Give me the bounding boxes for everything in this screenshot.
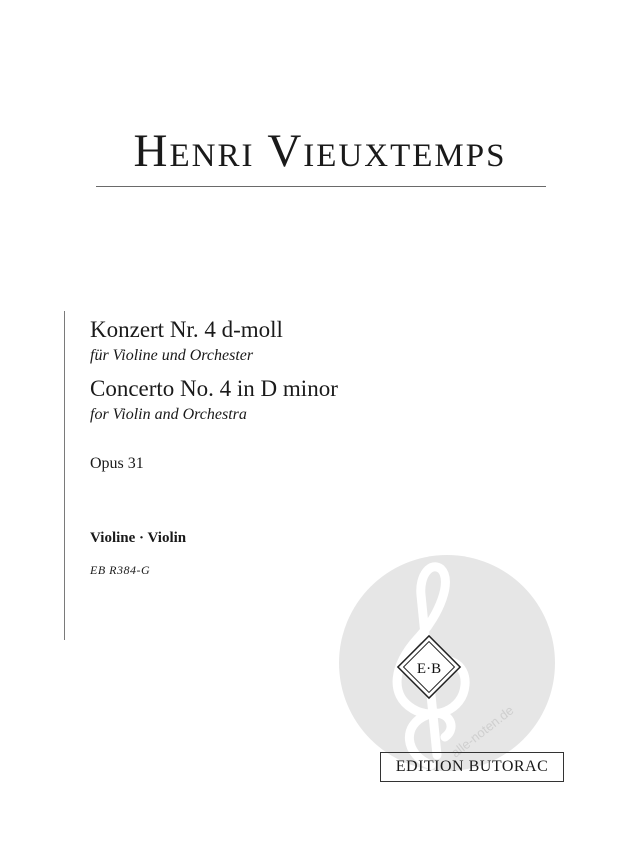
subtitle-german: für Violine und Orchester: [90, 347, 254, 364]
title-english: Concerto No. 4 in D minor: [90, 376, 338, 401]
composer-name: [0, 125, 640, 177]
watermark-text: alle-noten.de: [447, 702, 517, 761]
treble-clef-watermark-icon: [335, 555, 565, 785]
publisher-logo-mark: E·B: [416, 661, 442, 677]
composer-name-text: Henri Vieuxtemps: [133, 125, 507, 177]
publisher-name: [380, 752, 564, 782]
subtitle-english: for Violin and Orchestra: [90, 406, 247, 423]
title-german: Konzert Nr. 4 d-moll: [90, 317, 283, 342]
opus-number: Opus 31: [90, 455, 144, 472]
title-divider: [96, 186, 546, 187]
part-label: Violine · Violin: [90, 530, 187, 546]
work-info: [90, 316, 510, 578]
catalog-code: EB R384-G: [90, 563, 151, 577]
vertical-divider: [64, 311, 65, 640]
publisher-name-text: EDITION BUTORAC: [395, 758, 549, 775]
